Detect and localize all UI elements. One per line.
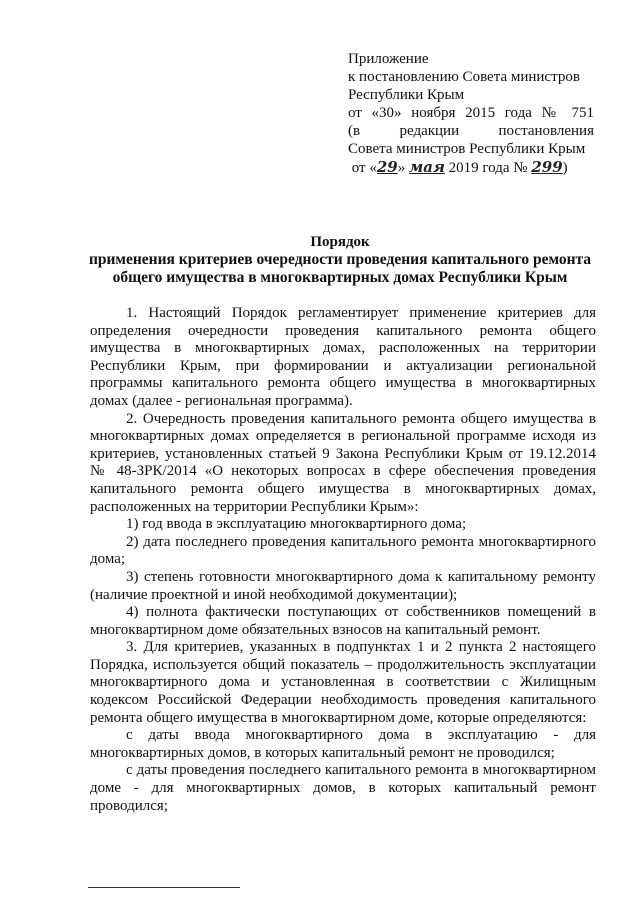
paragraph: 2) дата последнего проведения капитального ремонта многоквартирного дома; xyxy=(90,533,596,568)
title-line: применения критериев очередности проведения капитального ремонта xyxy=(88,251,592,268)
handwritten-day: 29 xyxy=(376,158,398,176)
appendix-line: Совета министров Республики Крым xyxy=(348,141,586,157)
title-line: общего имущества в многоквартирных домах Республики Крым xyxy=(112,269,568,286)
paragraph: 2. Очередность проведения капитального ремонта общего имущества в многоквартирных домах определяется в региональной программе исходя из критериев, установленных статьей 9 Закона Республики Крым от 19.12.2014 № 48-ЗРК/2014 «О некоторых вопросах в сфере обеспечения проведения капитального ремонта общего имущества в многоквартирных домах, расположенных на территории Республики Крым»: xyxy=(90,410,596,515)
paragraph: 3. Для критериев, указанных в подпунктах 1 и 2 пункта 2 настоящего Порядка, используется общий показатель – продолжительность эксплуатации многоквартирного дома и установленная в соответствии с Жилищным кодексом Российской Федерации необходимость проведения капитального ремонта общего имущества в многоквартирном доме, которые определяются: xyxy=(90,639,596,726)
paragraph: 3) степень готовности многоквартирного дома к капитальному ремонту (наличие проектной и иной необходимой документации); xyxy=(90,568,596,603)
document-title xyxy=(40,233,640,287)
appendix-line: Республики Крым xyxy=(348,87,465,103)
appendix-line: к постановлению Совета министров xyxy=(348,69,580,85)
title-line: Порядок xyxy=(310,234,370,250)
handwritten-month: мая xyxy=(408,158,445,176)
date-year: 2019 года № xyxy=(444,160,532,176)
date-mid: » xyxy=(397,160,409,176)
paragraph: с даты ввода многоквартирного дома в эксплуатацию - для многоквартирных домов, в которых капитальный ремонт не проводился; xyxy=(90,727,596,761)
appendix-date-line xyxy=(348,158,594,177)
appendix-block xyxy=(348,50,594,177)
paragraph: 4) полнота фактически поступающих от собственников помещений в многоквартирном доме обязательных взносов на капитальный ремонт. xyxy=(90,604,596,638)
appendix-line: от «30» ноября 2015 года № 751 xyxy=(348,105,594,121)
date-prefix: от « xyxy=(351,160,377,176)
paragraph: 1. Настоящий Порядок регламентирует применение критериев для определения очередности проведения капитального ремонта общего имущества в многоквартирных домах, расположенных на территории Республики Крым, при формировании и актуализации региональной программы капитального ремонта общего имущества в многоквартирных домах (далее - региональная программа). xyxy=(90,305,596,409)
date-suffix: ) xyxy=(562,160,568,176)
handwritten-number: 299 xyxy=(531,158,563,176)
appendix-line: Приложение xyxy=(348,51,429,67)
document-body xyxy=(90,305,596,815)
appendix-line: (в редакции постановления xyxy=(348,123,594,139)
paragraph: 1) год ввода в эксплуатацию многоквартирного дома; xyxy=(126,516,467,533)
footnote-separator xyxy=(88,887,240,888)
paragraph: с даты проведения последнего капитального ремонта в многоквартирном доме - для многоквартирных домов, в которых капитальный ремонт проводился; xyxy=(90,762,596,814)
